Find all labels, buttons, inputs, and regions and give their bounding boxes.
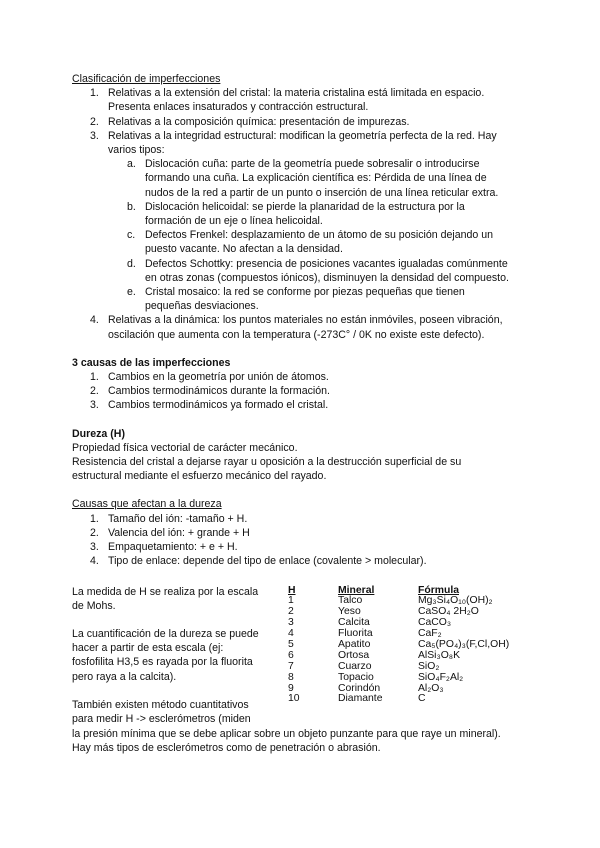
hardness-causes-list: [72, 512, 532, 569]
list-item: 2. Valencia del ión: + grande + H: [90, 526, 250, 539]
imperfection-list: [72, 86, 532, 157]
section-title-causas-dureza: Causas que afectan a la dureza: [72, 498, 222, 511]
list-item: 1. Cambios en la geometría por unión de átomos.: [90, 371, 329, 384]
paragraph-line: estructural mediante el esfuerzo mecánico del rayado.: [72, 470, 327, 483]
list-item: b. Dislocación helicoidal: se pierde la planaridad de la estructura por la formación de un eje o línea helicoidal.: [127, 200, 465, 228]
paragraph-line: Resistencia del cristal a dejarse rayar u oposición a la destrucción superficial de su: [72, 456, 462, 469]
closing-paragraph: la presión mínima que se debe aplicar sobre un objeto punzante para que raye un mineral). Hay más tipos de esclerómetros como de penetración o abrasión.: [72, 727, 501, 754]
list-item: 1. Relativas a la extensión del cristal: la materia cristalina está limitada en espacio. Presenta enlaces insaturados y contracción estructural.: [90, 87, 485, 114]
list-item: 2. Relativas a la composición química: presentación de impurezas.: [90, 115, 410, 128]
list-item: a. Dislocación cuña: parte de la geometría puede sobresalir o introducirse formando una cuña. La explicación científica es: Pérdida de una línea de nudos de la red a partir de un punto o inserción de una línea reticular extra.: [127, 158, 499, 199]
section-title-dureza: Dureza (H): [72, 427, 125, 440]
document-page: [72, 72, 532, 755]
causes-list: [72, 370, 532, 413]
list-item: 4. Tipo de enlace: depende del tipo de enlace (covalente > molecular).: [90, 555, 427, 568]
list-item: 3. Relativas a la integridad estructural: modifican la geometría perfecta de la red. Hay varios tipos:: [90, 129, 497, 157]
imperfection-list-cont: [72, 313, 532, 341]
imperfection-sublist: [72, 157, 532, 313]
list-item: c. Defectos Frenkel: desplazamiento de un átomo de su posición dejando un puesto vacante. No afectan a la densidad.: [127, 229, 494, 256]
list-item: 1. Tamaño del ión: -tamaño + H.: [90, 512, 248, 525]
mohs-description: La medida de H se realiza por la escala de Mohs. La cuantificación de la dureza se puede hacer a partir de esta escala (ej: fosfofilita H3,5 es rayada por la fluorita pero raya a la calcita). También existen método cuantitativos para medir H -> esclerómetros (miden: [72, 585, 259, 725]
mohs-section: La medida de H se realiza por la escala de Mohs. La cuantificación de la dureza se puede hacer a partir de esta escala (ej: fosfofilita H3,5 es rayada por la fluorita pero raya a la calcita). También existen método cuantitativos para medir H -> esclerómetros (miden H Mineral Fórmula 1 Talco Mg₃Si₄O₁₀(OH)₂ 2 Yeso CaSO₄ 2H₂O 3 Calcita CaCO₃ 4 Fluorita CaF₂ 5 Apatito Ca₅(PO₄)₃(F,Cl,OH) 6 Ortosa AlSi₃O₈K 7 Cuarzo SiO₂ 8 Topacio SiO₄F₂Al₂ 9 Corindón Al₂O₃ 10 Diamante C: [72, 584, 510, 725]
section-title-causas: 3 causas de las imperfecciones: [72, 356, 231, 369]
list-item: d. Defectos Schottky: presencia de posiciones vacantes igualadas comúnmente en otras zonas (compuestos iónicos), disminuyen la densidad del compuesto.: [127, 257, 509, 284]
list-item: 3. Empaquetamiento: + e + H.: [90, 541, 238, 554]
list-item: 4. Relativas a la dinámica: los puntos materiales no están inmóviles, poseen vibración, oscilación que aumenta con la temperatura (-273C° / 0K no existe este defecto).: [90, 314, 503, 341]
list-item: 3. Cambios termodinámicos ya formado el cristal.: [90, 399, 329, 412]
paragraph-line: Propiedad física vectorial de carácter mecánico.: [72, 441, 298, 454]
section-title-clasificacion: Clasificación de imperfecciones: [72, 73, 221, 85]
list-item: e. Cristal mosaico: la red se conforme por piezas pequeñas que tienen pequeñas desviaciones.: [127, 286, 465, 313]
list-item: 2. Cambios termodinámicos durante la formación.: [90, 385, 330, 398]
